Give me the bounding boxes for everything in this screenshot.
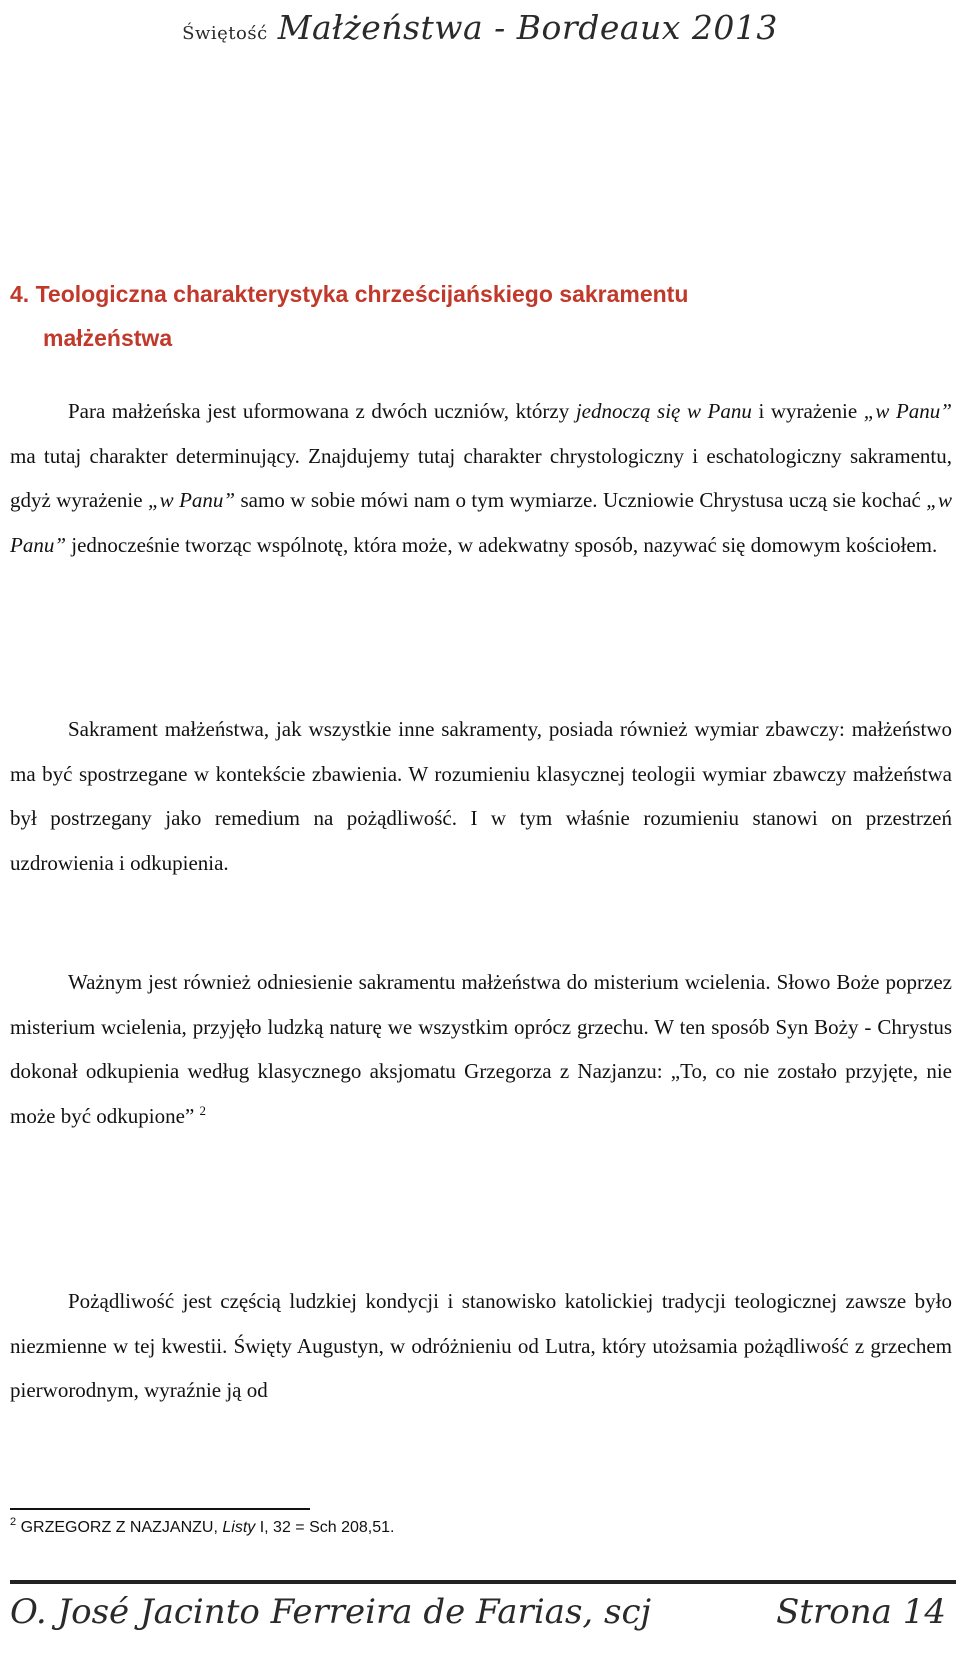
page-header [0,0,960,70]
para1-emph-c: „w Panu” [147,488,236,512]
heading-line1: Teologiczna charakterystyka chrześcijańskiego sakramentu [35,281,689,307]
footnote-reference[interactable]: 2 [199,1102,207,1118]
para4-text: Pożądliwość jest częścią ludzkiej kondycji i stanowisko katolickiej tradycji teologicznej zawsze było niezmienne w tej kwestii. Święty Augustyn, w odróżnieniu od Lutra, który utożsamia pożądliwość z grzechem pierworodnym, wyraźnie ją od [10,1289,952,1402]
footer-author: O. José Jacinto Ferreira de Farias, scj [10,1592,652,1632]
footnote-marker: 2 [10,1516,17,1528]
footnote-ref: I, 32 = Sch 208,51. [255,1519,395,1536]
footer-separator [10,1580,956,1584]
para1-emph-d: „w Panu” [10,488,952,557]
footnote [10,1516,395,1537]
paragraph-3 [10,960,952,1138]
para2-text: Sakrament małżeństwa, jak wszystkie inne sakramenty, posiada również wymiar zbawczy: małżeństwo ma być spostrzegane w kontekście zbawienia. W rozumieniu klasycznej teologii wymiar zbawczy małżeństwa był postrzegany jako remedium na pożądliwość. I w tym właśnie rozumieniu stanowi on przestrzeń uzdrowienia i odkupienia. [10,717,952,875]
paragraph-1 [10,389,952,567]
heading-number: 4. [10,281,30,307]
para1-text-a: Para małżeńska jest uformowana z dwóch uczniów, którzy [68,399,576,423]
footnote-separator [10,1508,310,1510]
para1-emph-a: jednoczą się w Panu [575,399,752,423]
para1-text-e: jednocześnie tworząc wspólnotę, która może, w adekwatny sposób, nazywać się domowym kościołem. [66,532,938,557]
para1-text-b: i wyrażenie [751,399,864,423]
paragraph-2 [10,707,952,885]
header-title-main: Małżeństwa - Bordeaux 2013 [277,8,778,47]
section-heading [10,272,940,360]
header-title-small: Świętość [182,23,268,44]
footnote-work: Listy [222,1519,256,1536]
para1-text-d: samo w sobie mówi nam o tym wymiarze. Uczniowie Chrystusa uczą sie kochać [235,488,927,512]
para1-emph-b: „w Panu” [863,399,952,423]
para1-text-c: ma tutaj charakter determinujący. Znajdujemy tutaj charakter chrystologiczny i eschatologiczny sakramentu, gdyż wyrażenie [10,443,952,512]
paragraph-4 [10,1279,952,1413]
heading-line2: małżeństwa [43,325,173,351]
para3-text: Ważnym jest również odniesienie sakramentu małżeństwa do misterium wcielenia. Słowo Boże poprzez misterium wcielenia, przyjęło ludzką naturę we wszystkim oprócz grzechu. W ten sposób Syn Boży - Chrystus dokonał odkupienia według klasycznego aksjomatu Grzegorza z Nazjanzu: „To, co nie zostało przyjęte, nie może być odkupione” [10,970,952,1128]
footer-page-number: Strona 14 [776,1592,946,1632]
footnote-author: GRZEGORZ Z NAZJANZU, [20,1519,223,1536]
